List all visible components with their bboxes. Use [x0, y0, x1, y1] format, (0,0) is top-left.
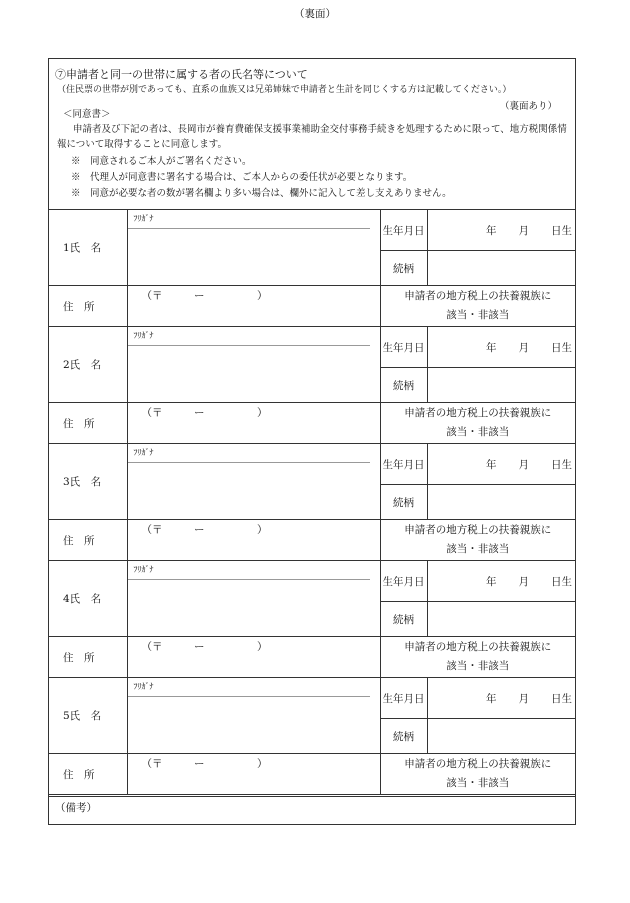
name-input[interactable]: [127, 444, 380, 520]
persons-table: [49, 209, 575, 795]
section-title: ⑦申請者と同一の世帯に属する者の氏名等について: [55, 68, 308, 81]
section-subtitle: （住民票の世帯が別であっても、直系の血族又は兄弟姉妹で申請者と生計を同じくする方は記載してください。）: [57, 85, 512, 95]
birthdate-input[interactable]: [427, 444, 575, 485]
zip-label: （〒 ー ）: [141, 290, 268, 302]
dependent-options[interactable]: 該当・非該当: [446, 660, 510, 672]
address-input[interactable]: [127, 403, 380, 444]
birthdate-input[interactable]: [427, 210, 575, 251]
consent-heading: ＜同意書＞: [63, 109, 111, 120]
dependent-question: 申請者の地方税上の扶養親族に: [404, 290, 552, 302]
furigana-divider: [128, 462, 370, 463]
furigana-label: ﾌﾘｶﾞﾅ: [133, 448, 154, 457]
relation-label: 続柄: [380, 251, 427, 286]
address-label: 住 所: [49, 520, 127, 561]
zip-label: （〒 ー ）: [141, 407, 268, 419]
relation-label: 続柄: [380, 485, 427, 520]
remarks-field[interactable]: [49, 796, 575, 825]
consent-note: ※ 代理人が同意書に署名する場合は、ご本人からの委任状が必要となります。: [71, 172, 413, 183]
birthdate-label: 生年月日: [380, 210, 427, 251]
dependent-options[interactable]: 該当・非該当: [446, 777, 510, 789]
reverse-note: （裏面あり）: [499, 101, 557, 112]
address-input[interactable]: [127, 286, 380, 327]
household-members-form: [48, 58, 576, 825]
dependent-options[interactable]: 該当・非該当: [446, 309, 510, 321]
dependent-question: 申請者の地方税上の扶養親族に: [404, 407, 552, 419]
furigana-divider: [128, 228, 370, 229]
month-label: 月: [518, 341, 529, 354]
relation-input[interactable]: [427, 251, 575, 286]
month-label: 月: [518, 575, 529, 588]
dependent-question: 申請者の地方税上の扶養親族に: [404, 641, 552, 653]
furigana-divider: [128, 345, 370, 346]
birthdate-label: 生年月日: [380, 327, 427, 368]
consent-note: ※ 同意されるご本人がご署名ください。: [71, 156, 252, 167]
year-label: 年: [486, 458, 497, 471]
zip-label: （〒 ー ）: [141, 758, 268, 770]
birthdate-label: 生年月日: [380, 678, 427, 719]
relation-input[interactable]: [427, 368, 575, 403]
zip-label: （〒 ー ）: [141, 524, 268, 536]
year-label: 年: [486, 341, 497, 354]
relation-input[interactable]: [427, 602, 575, 637]
name-label: 3氏 名: [49, 444, 127, 520]
name-label: 5氏 名: [49, 678, 127, 754]
address-input[interactable]: [127, 637, 380, 678]
dependent-question: 申請者の地方税上の扶養親族に: [404, 524, 552, 536]
birthdate-input[interactable]: [427, 561, 575, 602]
furigana-label: ﾌﾘｶﾞﾅ: [133, 331, 154, 340]
day-label: 日生: [551, 575, 572, 588]
day-label: 日生: [551, 224, 572, 237]
address-label: 住 所: [49, 286, 127, 327]
consent-body: 申請者及び下記の者は、長岡市が養育費確保支援事業補助金交付事務手続きを処理するために限って、地方税関係情報について取得することに同意します。: [57, 124, 567, 150]
name-input[interactable]: [127, 678, 380, 754]
year-label: 年: [486, 692, 497, 705]
year-label: 年: [486, 224, 497, 237]
relation-input[interactable]: [427, 485, 575, 520]
dependent-question: 申請者の地方税上の扶養親族に: [404, 758, 552, 770]
address-input[interactable]: [127, 520, 380, 561]
furigana-label: ﾌﾘｶﾞﾅ: [133, 214, 154, 223]
month-label: 月: [518, 692, 529, 705]
day-label: 日生: [551, 458, 572, 471]
dependent-status[interactable]: [380, 403, 575, 444]
address-input[interactable]: [127, 754, 380, 795]
dependent-status[interactable]: [380, 637, 575, 678]
name-input[interactable]: [127, 210, 380, 286]
address-label: 住 所: [49, 754, 127, 795]
day-label: 日生: [551, 341, 572, 354]
consent-section: [49, 59, 575, 209]
birthdate-input[interactable]: [427, 327, 575, 368]
furigana-label: ﾌﾘｶﾞﾅ: [133, 565, 154, 574]
furigana-divider: [128, 696, 370, 697]
dependent-status[interactable]: [380, 754, 575, 795]
name-label: 4氏 名: [49, 561, 127, 637]
month-label: 月: [518, 458, 529, 471]
relation-label: 続柄: [380, 368, 427, 403]
zip-label: （〒 ー ）: [141, 641, 268, 653]
name-label: 2氏 名: [49, 327, 127, 403]
birthdate-label: 生年月日: [380, 444, 427, 485]
page-label: （裏面）: [294, 8, 336, 20]
relation-input[interactable]: [427, 719, 575, 754]
furigana-label: ﾌﾘｶﾞﾅ: [133, 682, 154, 691]
remarks-label: （備考）: [55, 802, 97, 814]
address-label: 住 所: [49, 637, 127, 678]
consent-note: ※ 同意が必要な者の数が署名欄より多い場合は、欄外に記入して差し支えありません。: [71, 188, 452, 199]
relation-label: 続柄: [380, 602, 427, 637]
birthdate-input[interactable]: [427, 678, 575, 719]
dependent-options[interactable]: 該当・非該当: [446, 543, 510, 555]
name-input[interactable]: [127, 327, 380, 403]
birthdate-label: 生年月日: [380, 561, 427, 602]
name-input[interactable]: [127, 561, 380, 637]
year-label: 年: [486, 575, 497, 588]
dependent-options[interactable]: 該当・非該当: [446, 426, 510, 438]
furigana-divider: [128, 579, 370, 580]
dependent-status[interactable]: [380, 520, 575, 561]
relation-label: 続柄: [380, 719, 427, 754]
dependent-status[interactable]: [380, 286, 575, 327]
day-label: 日生: [551, 692, 572, 705]
address-label: 住 所: [49, 403, 127, 444]
name-label: 1氏 名: [49, 210, 127, 286]
month-label: 月: [518, 224, 529, 237]
